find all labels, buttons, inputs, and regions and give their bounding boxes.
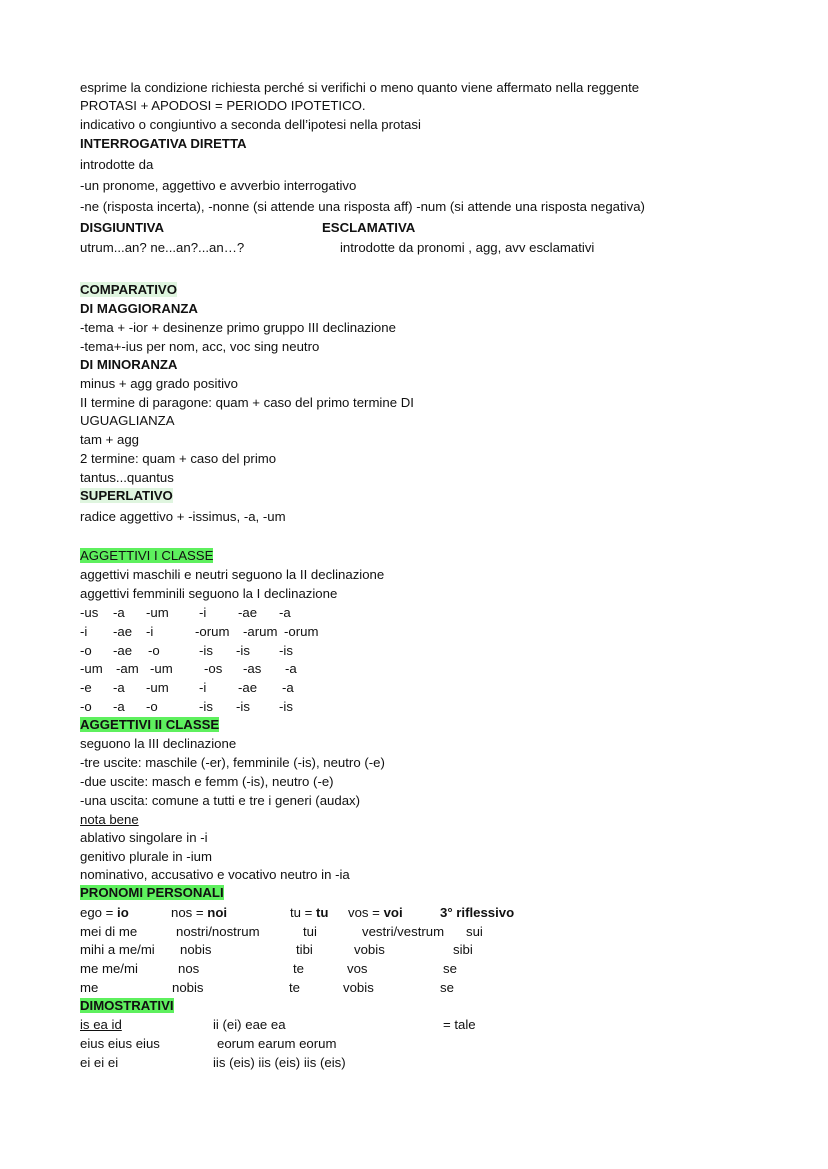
nota-bene: nota bene [80, 812, 139, 827]
agg1-cell: -i [146, 624, 154, 639]
agg1-cell: -e [80, 680, 92, 695]
agg1-title [80, 547, 213, 564]
pronomi-cell: tibi [296, 942, 313, 957]
intro-line-1: esprime la condizione richiesta perché si verifichi o meno quanto viene affermato nella reggente [80, 80, 640, 95]
agg2-title [80, 716, 219, 733]
agg1-cell: -i [199, 605, 207, 620]
agg1-cell: -os [204, 661, 223, 676]
pronomi-cell: nobis [180, 942, 212, 957]
pronomi-cell: sui [466, 924, 483, 939]
agg1-cell: -o [146, 699, 158, 714]
interrogativa-title: INTERROGATIVA DIRETTA [80, 136, 247, 151]
minoranza-line-2: II termine di paragone: quam + caso del primo termine DI [80, 395, 414, 410]
agg2-line-2: -tre uscite: maschile (-er), femminile (-is), neutro (-e) [80, 755, 385, 770]
pronomi-cell: vestri/vestrum [362, 924, 445, 939]
pronomi-head-vos [348, 904, 403, 921]
interrogativa-line-1: introdotte da [80, 157, 154, 172]
agg1-cell: -am [116, 661, 139, 676]
pronomi-cell: vobis [343, 980, 374, 995]
uguaglianza-line-3: tantus...quantus [80, 470, 174, 485]
pronomi-head-nos [171, 904, 227, 921]
agg1-line-1: aggettivi maschili e neutri seguono la II declinazione [80, 567, 385, 582]
pronomi-cell: nobis [172, 980, 204, 995]
maggioranza-line-1: -tema + -ior + desinenze primo gruppo III declinazione [80, 320, 396, 335]
maggioranza-title: DI MAGGIORANZA [80, 301, 198, 316]
comparativo-title [80, 281, 177, 298]
dimostrativi-meaning: = tale [443, 1017, 476, 1032]
agg1-cell: -us [80, 605, 99, 620]
agg1-cell: -a [279, 605, 291, 620]
pronomi-head-ego-latin: ego = [80, 905, 118, 920]
interrogativa-line-2: -un pronome, aggettivo e avverbio interrogativo [80, 178, 357, 193]
pronomi-cell: se [440, 980, 454, 995]
agg1-cell: -i [199, 680, 207, 695]
agg1-cell: -um [80, 661, 103, 676]
pronomi-head-nos-it: noi [207, 905, 228, 920]
agg1-cell: -ae [238, 605, 258, 620]
agg1-cell: -um [150, 661, 173, 676]
agg2-line-4: -una uscita: comune a tutti e tre i generi (audax) [80, 793, 361, 808]
agg1-cell: -ae [113, 643, 133, 658]
pronomi-cell: mihi a me/mi [80, 942, 155, 957]
agg2-line-1: seguono la III declinazione [80, 736, 237, 751]
uguaglianza-line-2: 2 termine: quam + caso del primo [80, 451, 277, 466]
agg1-line-2: aggettivi femminili seguono la I declinazione [80, 586, 338, 601]
agg1-cell: -a [282, 680, 294, 695]
dimostrativi-dat-plur: iis (eis) iis (eis) iis (eis) [213, 1055, 346, 1070]
dimostrativi-title [80, 997, 174, 1014]
disgiuntiva-title: DISGIUNTIVA [80, 220, 165, 235]
dimostrativi-title-text: DIMOSTRATIVI [80, 998, 174, 1013]
agg1-cell: -ae [113, 624, 133, 639]
pronomi-head-nos-latin: nos = [171, 905, 208, 920]
nota-line-1: ablativo singolare in -i [80, 830, 208, 845]
pronomi-cell: vobis [354, 942, 385, 957]
dimostrativi-gen-plur: eorum earum eorum [217, 1036, 337, 1051]
pronomi-cell: te [293, 961, 304, 976]
dimostrativi-nom-plur: ii (ei) eae ea [213, 1017, 286, 1032]
pronomi-cell: nostri/nostrum [176, 924, 260, 939]
pronomi-head-riflessivo: 3° riflessivo [440, 905, 515, 920]
dimostrativi-dat-sing: ei ei ei [80, 1055, 119, 1070]
pronomi-cell: tui [303, 924, 317, 939]
agg1-cell: -is [236, 643, 250, 658]
pronomi-cell: vos [347, 961, 368, 976]
agg1-cell: -arum [243, 624, 278, 639]
pronomi-head-tu-latin: tu = [290, 905, 317, 920]
pronomi-cell: me me/mi [80, 961, 138, 976]
dimostrativi-nom-sing: is ea id [80, 1017, 122, 1032]
intro-line-3: indicativo o congiuntivo a seconda dell’ipotesi nella protasi [80, 117, 421, 132]
agg1-title-text: AGGETTIVI I CLASSE [80, 548, 214, 563]
minoranza-title: DI MINORANZA [80, 357, 178, 372]
pronomi-title [80, 884, 224, 901]
pronomi-cell: nos [178, 961, 200, 976]
nota-line-3: nominativo, accusativo e vocativo neutro in -ia [80, 867, 350, 882]
agg1-cell: -i [80, 624, 88, 639]
agg1-cell: -o [80, 699, 92, 714]
agg1-cell: -a [285, 661, 297, 676]
agg1-cell: -o [148, 643, 160, 658]
agg1-cell: -is [236, 699, 250, 714]
pronomi-head-ego [80, 904, 129, 921]
pronomi-cell: se [443, 961, 457, 976]
agg1-cell: -um [146, 680, 169, 695]
superlativo-title-text: SUPERLATIVO [80, 488, 173, 503]
agg1-cell: -um [146, 605, 169, 620]
uguaglianza-line-1: tam + agg [80, 432, 140, 447]
superlativo-line-1: radice aggettivo + -issimus, -a, -um [80, 509, 286, 524]
agg1-cell: -as [243, 661, 262, 676]
pronomi-cell: me [80, 980, 99, 995]
pronomi-head-vos-it: voi [383, 905, 403, 920]
agg2-line-3: -due uscite: masch e femm (-is), neutro (-e) [80, 774, 334, 789]
pronomi-head-vos-latin: vos = [348, 905, 384, 920]
esclamativa-text: introdotte da pronomi , agg, avv esclamativi [340, 240, 595, 255]
pronomi-cell: te [289, 980, 300, 995]
pronomi-cell: mei di me [80, 924, 138, 939]
disgiuntiva-text: utrum...an? ne...an?...an…? [80, 240, 245, 255]
minoranza-line-1: minus + agg grado positivo [80, 376, 238, 391]
interrogativa-line-3: -ne (risposta incerta), -nonne (si attende una risposta aff) -num (si attende una risposta negativa) [80, 199, 645, 214]
pronomi-head-tu [290, 904, 328, 921]
agg1-cell: -is [279, 699, 293, 714]
agg1-cell: -is [199, 643, 213, 658]
agg1-cell: -ae [238, 680, 258, 695]
pronomi-title-text: PRONOMI PERSONALI [80, 885, 224, 900]
agg2-title-text: AGGETTIVI II CLASSE [80, 717, 220, 732]
pronomi-cell: sibi [453, 942, 473, 957]
uguaglianza-title: UGUAGLIANZA [80, 413, 175, 428]
comparativo-title-text: COMPARATIVO [80, 282, 177, 297]
agg1-cell: -a [113, 680, 125, 695]
esclamativa-title: ESCLAMATIVA [322, 220, 416, 235]
pronomi-head-tu-it: tu [316, 905, 329, 920]
agg1-cell: -a [113, 605, 125, 620]
nota-line-2: genitivo plurale in -ium [80, 849, 212, 864]
agg1-cell: -orum [284, 624, 319, 639]
intro-line-2: PROTASI + APODOSI = PERIODO IPOTETICO. [80, 98, 366, 113]
agg1-cell: -orum [195, 624, 230, 639]
superlativo-title [80, 487, 173, 504]
pronomi-head-ego-it: io [117, 905, 129, 920]
agg1-cell: -is [279, 643, 293, 658]
agg1-cell: -is [199, 699, 213, 714]
agg1-cell: -o [80, 643, 92, 658]
maggioranza-line-2: -tema+-ius per nom, acc, voc sing neutro [80, 339, 320, 354]
agg1-cell: -a [113, 699, 125, 714]
dimostrativi-gen-sing: eius eius eius [80, 1036, 160, 1051]
